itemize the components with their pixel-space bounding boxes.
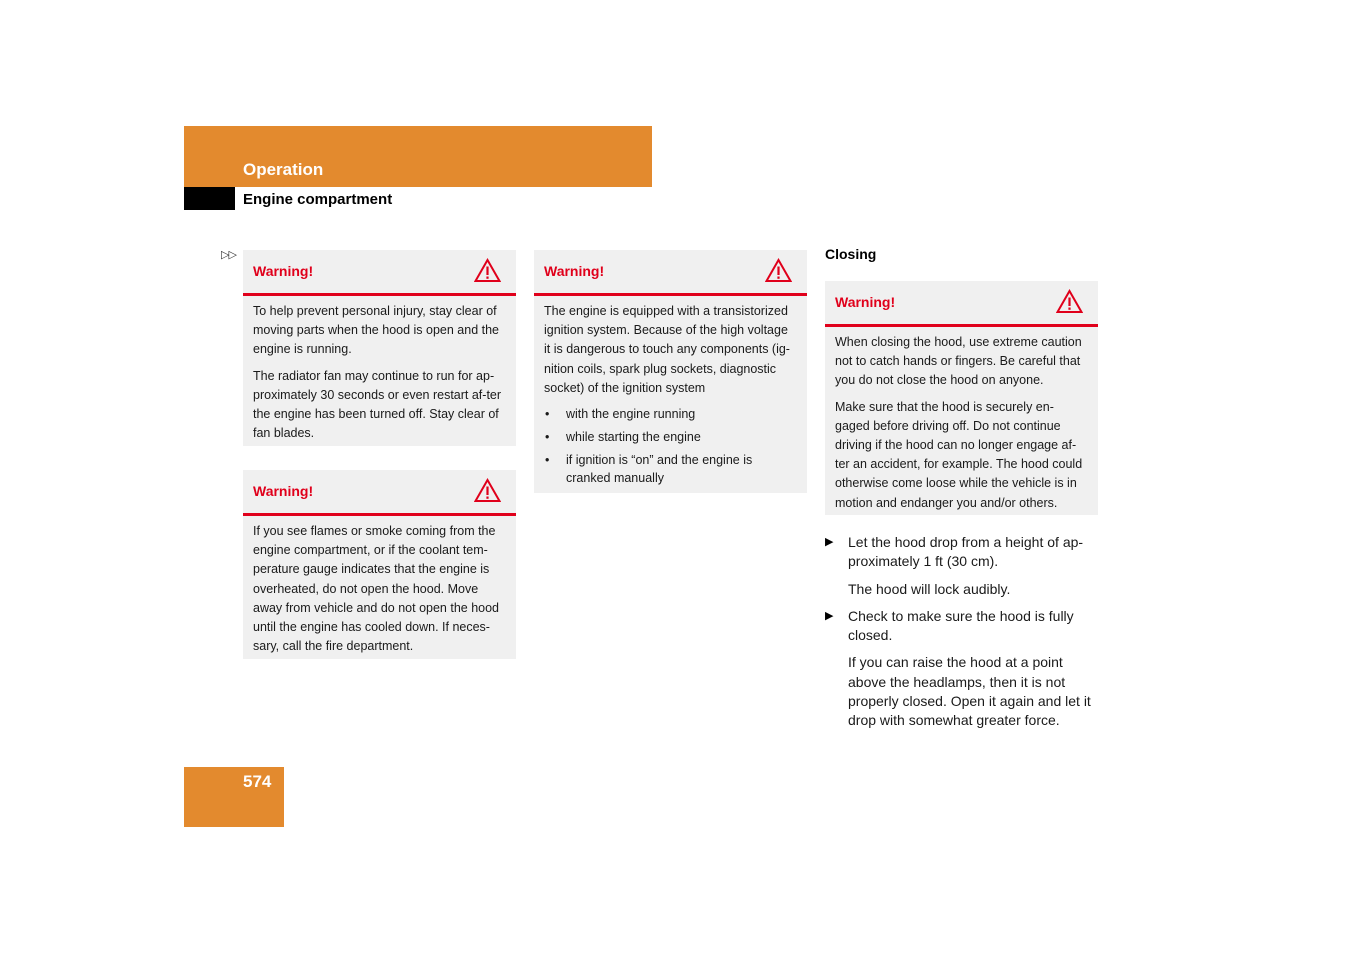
warning-header xyxy=(243,250,516,296)
warning-triangle-icon xyxy=(474,478,501,503)
chapter-tab xyxy=(184,187,235,210)
warning-box-fire xyxy=(243,470,516,659)
step-arrow-icon: ▶ xyxy=(825,536,834,548)
warning-paragraph: The radiator fan may continue to run for ap-proximately 30 seconds or even restart af-ter the engine has been turned off. Stay clear of fan blades. xyxy=(253,368,502,441)
warning-box-fan xyxy=(243,250,516,446)
warning-paragraph: When closing the hood, use extreme caution not to catch hands or fingers. Be careful that you do not close the hood on anyone. xyxy=(835,335,1082,388)
warning-label: Warning! xyxy=(835,294,896,310)
warning-box-ignition xyxy=(534,250,807,493)
warning-body xyxy=(534,296,807,500)
instruction-step xyxy=(825,533,1100,572)
instruction-steps xyxy=(825,533,1100,739)
warning-box-closing xyxy=(825,281,1098,515)
list-item: • with the engine running xyxy=(544,405,797,423)
warning-header xyxy=(534,250,807,296)
warning-body xyxy=(243,296,516,451)
step-arrow-icon: ▶ xyxy=(825,609,834,622)
instruction-step xyxy=(825,607,1100,646)
warning-paragraph: Make sure that the hood is securely en-gaged before driving off. Do not continue driving if the hood can no longer engage af-ter an accident, for example. The hood could otherwise come loose while the vehicle is in motion and endanger you and/or others. xyxy=(835,399,1083,510)
step-result: If you can raise the hood at a point above the headlamps, then it is not properly closed. Open it again and let it drop with somewhat greater force. xyxy=(848,654,1091,729)
warning-triangle-icon xyxy=(1056,289,1083,314)
page-number: 574 xyxy=(243,772,272,791)
list-item: • while starting the engine xyxy=(544,428,797,446)
step-text: Check to make sure the hood is fully closed. xyxy=(848,607,1074,644)
warning-triangle-icon xyxy=(474,258,501,283)
subsection-title: Engine compartment xyxy=(243,191,393,208)
warning-triangle-icon xyxy=(765,258,792,283)
warning-label: Warning! xyxy=(253,263,314,279)
step-text: Let the hood drop from a height of ap-proximately 1 ft (30 cm). xyxy=(848,534,1084,570)
step-result: The hood will lock audibly. xyxy=(848,580,1011,597)
section-title: Operation xyxy=(243,160,324,179)
warning-header xyxy=(243,470,516,516)
closing-heading: Closing xyxy=(825,246,877,262)
warning-body xyxy=(825,327,1098,521)
continued-marker: ▷▷ xyxy=(221,249,236,261)
warning-label: Warning! xyxy=(253,483,314,499)
warning-paragraph: To help prevent personal injury, stay clear of moving parts when the hood is open and the engine is running. xyxy=(253,304,500,357)
warning-paragraph: If you see flames or smoke coming from the engine compartment, or if the coolant tem-perature gauge indicates that the engine is overheated, do not open the hood. Move away from vehicle and do not open the hood until the engine has cooled down. If neces-sary, call the fire department. xyxy=(253,524,500,654)
list-item: • if ignition is “on” and the engine is cranked manually xyxy=(544,451,797,487)
warning-label: Warning! xyxy=(544,263,605,279)
warning-header xyxy=(825,281,1098,327)
warning-paragraph: The engine is equipped with a transistorized ignition system. Because of the high voltage it is dangerous to touch any components (ig-nition coils, spark plug sockets, diagnostic socket) of the ignition system xyxy=(544,304,790,395)
warning-bullet-list xyxy=(544,405,797,487)
warning-body xyxy=(243,516,516,664)
